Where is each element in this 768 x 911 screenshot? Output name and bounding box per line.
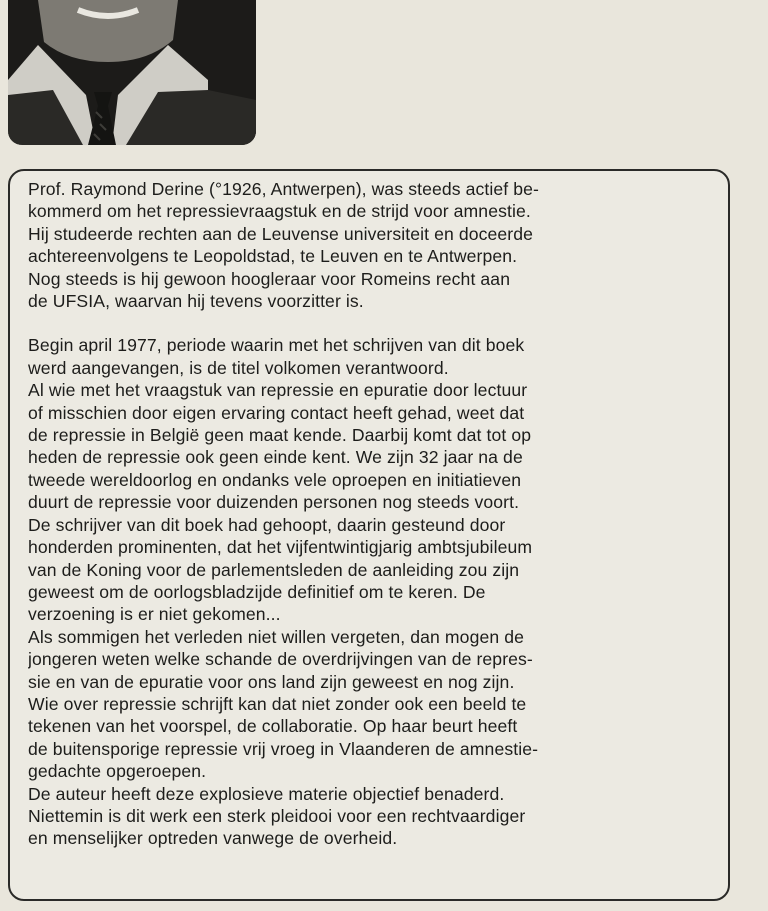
- book-text: [28, 178, 720, 850]
- text-line: Prof. Raymond Derine (°1926, Antwerpen), was steeds actief be-: [28, 179, 539, 199]
- text-line: de repressie in België geen maat kende. Daarbij komt dat tot op: [28, 425, 532, 446]
- text-line: achtereenvolgens te Leopoldstad, te Leuven en te Antwerpen.: [28, 246, 518, 267]
- text-line: De schrijver van dit boek had gehoopt, daarin gesteund door: [28, 514, 506, 535]
- text-line: honderden prominenten, dat het vijfentwintigjarig ambtsjubileum: [28, 537, 533, 558]
- text-line: van de Koning voor de parlementsleden de aanleiding zou zijn: [28, 559, 520, 580]
- text-line: de buitensporige repressie vrij vroeg in Vlaanderen de amnestie-: [28, 738, 539, 759]
- text-line: geweest om de oorlogsbladzijde definitief om te keren. De: [28, 581, 486, 602]
- text-line: tekenen van het voorspel, de collaboratie. Op haar beurt heeft: [28, 716, 518, 737]
- text-line: Wie over repressie schrijft kan dat niet zonder ook een beeld te: [28, 693, 527, 714]
- text-line: Al wie met het vraagstuk van repressie en epuratie door lectuur: [28, 380, 528, 401]
- book-description: [28, 334, 720, 849]
- text-line: Als sommigen het verleden niet willen vergeten, dan mogen de: [28, 626, 524, 647]
- author-bio: [28, 178, 720, 312]
- text-line: werd aangevangen, is de titel volkomen verantwoord.: [28, 357, 449, 378]
- author-portrait: [8, 0, 256, 145]
- text-line: de UFSIA, waarvan hij tevens voorzitter is.: [28, 291, 364, 312]
- text-line: verzoening is er niet gekomen...: [28, 604, 281, 625]
- text-line: tweede wereldoorlog en ondanks vele oproepen en initiatieven: [28, 469, 522, 490]
- text-line: of misschien door eigen ervaring contact heeft gehad, weet dat: [28, 402, 525, 423]
- text-line: gedachte opgeroepen.: [28, 761, 207, 782]
- text-line: Hij studeerde rechten aan de Leuvense universiteit en doceerde: [28, 223, 534, 244]
- text-line: Begin april 1977, periode waarin met het schrijven van dit boek: [28, 335, 525, 356]
- text-line: en menselijker optreden vanwege de overheid.: [28, 828, 398, 849]
- text-line: duurt de repressie voor duizenden personen nog steeds voort.: [28, 492, 520, 513]
- text-line: Nog steeds is hij gewoon hoogleraar voor Romeins recht aan: [28, 268, 511, 289]
- text-line: heden de repressie ook geen einde kent. We zijn 32 jaar na de: [28, 447, 523, 468]
- text-line: kommerd om het repressievraagstuk en de strijd voor amnestie.: [28, 201, 531, 222]
- text-line: jongeren weten welke schande de overdrijvingen van de repres-: [28, 649, 533, 670]
- paragraph-gap: [28, 312, 720, 334]
- text-line: De auteur heeft deze explosieve materie objectief benaderd.: [28, 783, 505, 804]
- text-line: sie en van de epuratie voor ons land zijn geweest en nog zijn.: [28, 671, 515, 692]
- text-line: Niettemin is dit werk een sterk pleidooi voor een rechtvaardiger: [28, 805, 526, 826]
